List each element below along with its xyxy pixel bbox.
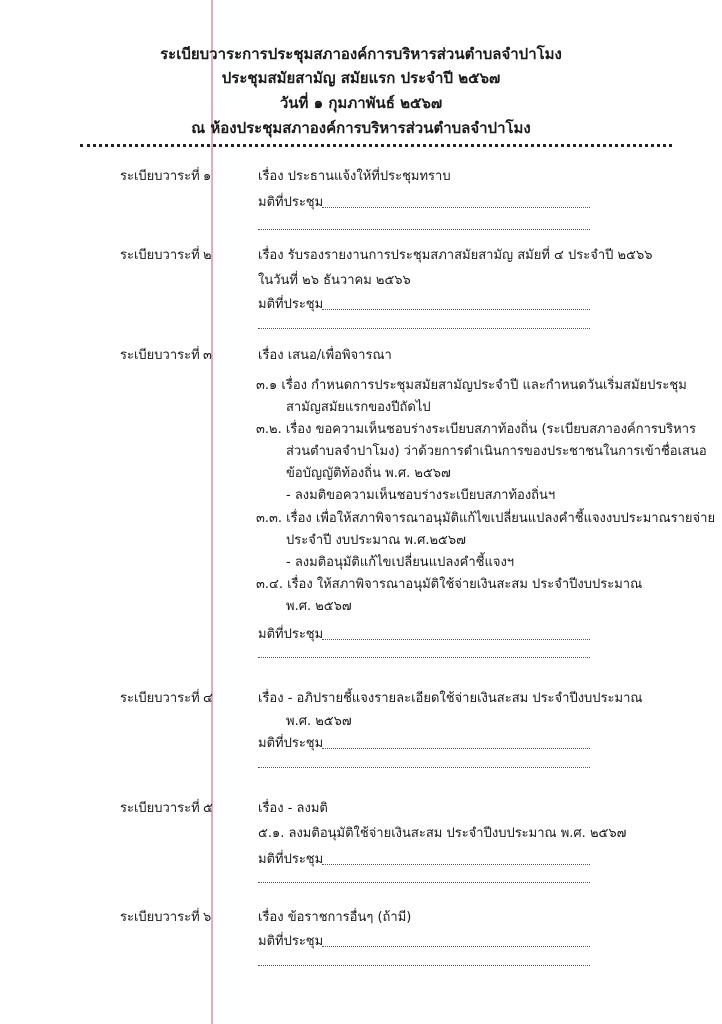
resolution-label: มติที่ประชุม — [258, 736, 324, 751]
agenda-number: ๑ — [203, 169, 212, 184]
sub-item-note: - ลงมติขอความเห็นชอบร่างระเบียบสภาท้องถิ่นฯ — [286, 488, 556, 503]
agenda-title: เรื่อง - อภิปรายชี้แจงรายละเอียดใช้จ่ายเงินสะสม ประจำปีงบประมาณ — [258, 691, 643, 706]
agenda-title: เรื่อง เสนอ/เพื่อพิจารณา — [258, 348, 392, 363]
header-separator — [80, 144, 672, 147]
agenda-number: ๔ — [203, 691, 213, 706]
sub-item-note: - ลงมติอนุมัติแก้ไขเปลี่ยนแปลงคำชี้แจงฯ — [286, 555, 515, 570]
sub-item-cont: ข้อบัญญัติท้องถิ่น พ.ศ. ๒๕๖๗ — [286, 466, 451, 481]
header-session: ประชุมสมัยสามัญ สมัยแรก ประจำปี ๒๕๖๗ — [221, 69, 501, 87]
margin-line — [211, 0, 213, 1024]
resolution-line — [322, 207, 590, 208]
sub-item-cont: ส่วนตำบลจำปาโมง) ว่าด้วยการดำเนินการของประชาชนในการเข้าชื่อเสนอ — [286, 444, 707, 459]
resolution-label: มติที่ประชุม — [258, 934, 324, 949]
resolution-line — [322, 309, 590, 310]
resolution-line — [258, 229, 590, 230]
resolution-label: มติที่ประชุม — [258, 852, 324, 867]
agenda-number: ๖ — [203, 910, 212, 925]
resolution-line — [322, 864, 590, 865]
resolution-line — [322, 639, 590, 640]
agenda-label: ระเบียบวาระที่ — [120, 691, 200, 706]
sub-item-cont: พ.ศ. ๒๕๖๗ — [286, 599, 352, 614]
agenda-label: ระเบียบวาระที่ — [120, 910, 200, 925]
sub-item: ๓.๔. เรื่อง ให้สภาพิจารณาอนุมัติใช้จ่ายเงินสะสม ประจำปีงบประมาณ — [256, 577, 643, 592]
agenda-title: เรื่อง - ลงมติ — [258, 801, 328, 816]
agenda-title: เรื่อง ข้อราชการอื่นๆ (ถ้ามี) — [258, 910, 412, 925]
resolution-line — [258, 965, 590, 966]
agenda-label: ระเบียบวาระที่ — [120, 348, 200, 363]
sub-item: ๓.๓. เรื่อง เพื่อให้สภาพิจารณาอนุมัติแก้ไขเปลี่ยนแปลงคำชี้แจงงบประมาณรายจ่าย — [256, 511, 716, 526]
sub-item-cont: สามัญสมัยแรกของปีถัดไป — [286, 400, 431, 415]
agenda-number: ๕ — [203, 801, 213, 816]
agenda-label: ระเบียบวาระที่ — [120, 169, 200, 184]
header-title: ระเบียบวาระการประชุมสภาองค์การบริหารส่วนตำบลจำปาโมง — [160, 45, 562, 63]
agenda-title-cont: ในวันที่ ๒๖ ธันวาคม ๒๕๖๖ — [258, 273, 411, 288]
resolution-line — [258, 882, 590, 883]
resolution-label: มติที่ประชุม — [258, 297, 324, 312]
header-location: ณ ห้องประชุมสภาองค์การบริหารส่วนตำบลจำปาโมง — [191, 119, 531, 137]
agenda-label: ระเบียบวาระที่ — [120, 248, 200, 263]
resolution-line — [258, 657, 590, 658]
sub-item: ๓.๒. เรื่อง ขอความเห็นชอบร่างระเบียบสภาท้องถิ่น (ระเบียบสภาองค์การบริหาร — [256, 422, 696, 437]
sub-item: ๓.๑ เรื่อง กำหนดการประชุมสมัยสามัญประจำปี และกำหนดวันเริ่มสมัยประชุม — [256, 378, 687, 393]
agenda-title: เรื่อง ประธานแจ้งให้ที่ประชุมทราบ — [258, 169, 451, 184]
resolution-line — [258, 767, 590, 768]
sub-item-cont: ประจำปี งบประมาณ พ.ศ.๒๕๖๗ — [286, 533, 466, 548]
resolution-line — [322, 748, 590, 749]
agenda-number: ๒ — [203, 248, 212, 263]
agenda-title-cont: พ.ศ. ๒๕๖๗ — [286, 714, 352, 729]
header-date: วันที่ ๑ กุมภาพันธ์ ๒๕๖๗ — [279, 94, 443, 112]
resolution-label: มติที่ประชุม — [258, 195, 324, 210]
agenda-number: ๓ — [203, 348, 212, 363]
agenda-title: เรื่อง รับรองรายงานการประชุมสภาสมัยสามัญ สมัยที่ ๔ ประจำปี ๒๕๖๖ — [258, 248, 653, 263]
sub-item: ๕.๑. ลงมติอนุมัติใช้จ่ายเงินสะสม ประจำปีงบประมาณ พ.ศ. ๒๕๖๗ — [258, 826, 627, 841]
agenda-label: ระเบียบวาระที่ — [120, 801, 200, 816]
resolution-line — [322, 946, 590, 947]
resolution-label: มติที่ประชุม — [258, 627, 324, 642]
resolution-line — [258, 328, 590, 329]
